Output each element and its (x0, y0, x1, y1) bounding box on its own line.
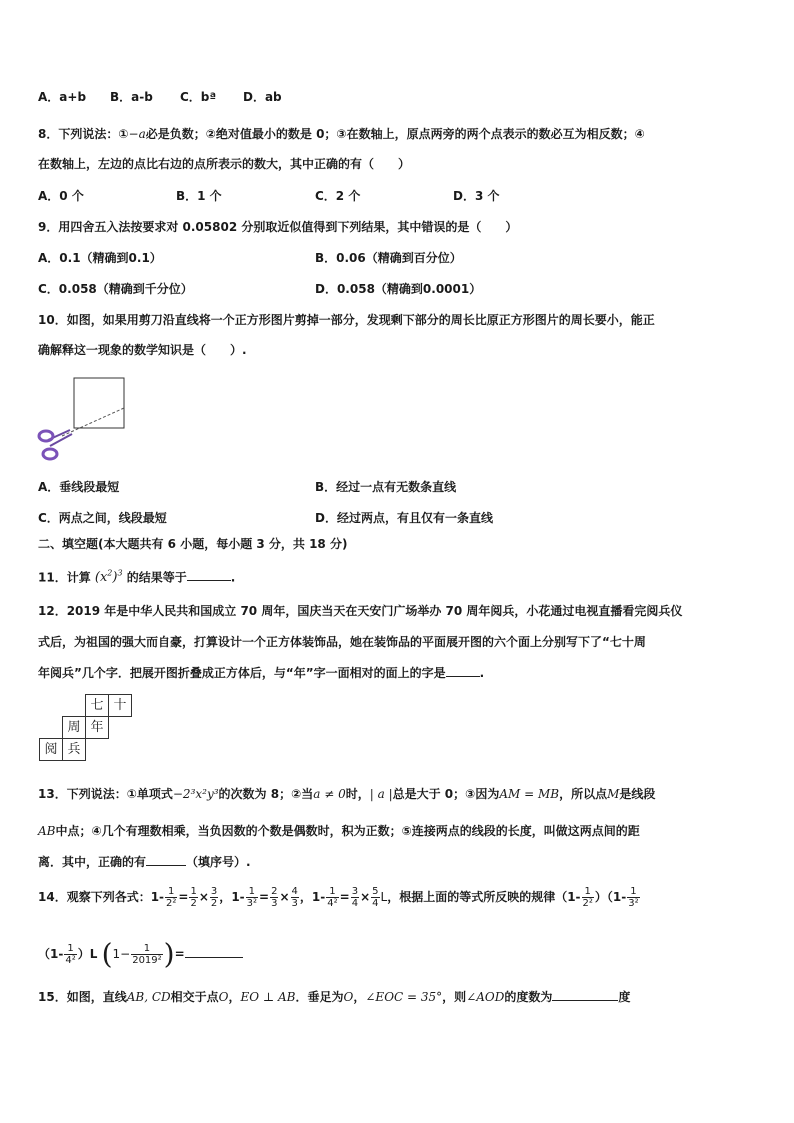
q14-tail-frac-2: $\frac{1}{\text{3²}}$ (628, 886, 639, 909)
q11-line (38, 565, 235, 587)
q11-prefix: 11．计算 (38, 570, 91, 585)
q15-part-c: ．垂足为 (295, 990, 344, 1004)
q10-option-a: A．垂线段最短 (38, 480, 120, 494)
q14-right-paren: ) (163, 937, 175, 971)
net-cell-nian: 年 (85, 716, 109, 739)
q11-suffix: 的结果等于 (126, 570, 187, 585)
q8-option-a: A．0 个 (38, 189, 84, 203)
q14-comma-1: ， (219, 890, 232, 904)
q7-option-a: A．a+b (38, 90, 87, 104)
q15-lines: AB, CD (126, 990, 171, 1004)
q14-line-2 (38, 934, 243, 974)
q7-option-d: D．ab (243, 90, 282, 104)
q14-line-2-prefix: （1- (38, 947, 64, 961)
q15-unit: 度 (618, 990, 631, 1004)
q11-answer-blank (187, 568, 231, 581)
q8-option-b: B．1 个 (176, 189, 222, 203)
q13-condition: a ≠ 0 (313, 787, 346, 801)
q14-one-minus-2: 1- (231, 890, 245, 904)
q13-line-3-text: 离．其中，正确的有 (38, 855, 147, 869)
q14-frac-e: $\frac{3}{4}$ (351, 886, 359, 909)
q9-option-b: B．0.06（精确到百分位） (315, 251, 462, 265)
q13-part-c: 时， (345, 787, 370, 801)
q12-line-2: 式后，为祖国的强大而自豪，打算设计一个正方体装饰品，她在装饰品的平面展开图的六个面上分别写下了“七十周 (38, 635, 646, 649)
q14-frac-1-over-4sq: $\frac{1}{\text{4²}}$ (327, 886, 338, 909)
q13-point-m: M (607, 787, 620, 801)
q13-part-e: ，所以点 (559, 787, 608, 801)
q11-end: . (230, 570, 236, 585)
q14-frac-a: $\frac{1}{2}$ (190, 886, 197, 909)
q14-one-minus-3: 1- (311, 890, 326, 904)
q14-frac-1-over-3sq: $\frac{1}{\text{3²}}$ (246, 886, 258, 909)
q14-tail: ，根据上面的等式所反映的规律（1- (387, 890, 581, 904)
q10-line-1: 10．如图，如果用剪刀沿直线将一个正方形图片剪掉一部分，发现剩下部分的周长比原正方形图片的周长要小，能正 (38, 313, 655, 327)
q12-line-1: 12．2019 年是中华人民共和国成立 70 周年，国庆当天在天安门广场举办 70 周年阅兵，小花通过电视直播看完阅兵仪 (38, 604, 683, 618)
square-shape (74, 378, 124, 428)
q14-frac-f: $\frac{5}{4}$ (372, 886, 379, 909)
q14-eq-final: = (174, 947, 185, 961)
cut-line (62, 408, 124, 436)
q15-point-o-2: O (343, 990, 354, 1004)
q14-line-1 (38, 880, 641, 914)
q9-option-c: C．0.058（精确到千分位） (38, 282, 193, 296)
net-cell-zhou: 周 (62, 716, 86, 739)
q13-line-1 (38, 785, 655, 803)
q15-part-b: 相交于点 (170, 990, 219, 1004)
q14-prefix: 14．观察下列各式： (38, 890, 151, 904)
q10-option-b: B．经过一点有无数条直线 (315, 480, 457, 494)
q13-abs: | a | (369, 787, 393, 801)
q15-part-e: 的度数为 (504, 990, 553, 1004)
q14-tail-frac-1: $\frac{1}{\text{2²}}$ (582, 886, 593, 909)
q14-times-3: × (360, 890, 371, 904)
q12-line-3 (38, 664, 484, 682)
q13-part-d: 总是大于 0；③因为 (392, 787, 500, 801)
q15-answer-blank (552, 988, 618, 1001)
q12-line-3-end: . (479, 666, 485, 680)
q15-comma-1: ， (228, 990, 241, 1004)
q13-line-3-end: （填序号）. (186, 855, 251, 869)
q14-tail-mid: ）（1- (594, 890, 627, 904)
q15-part-a: 15．如图，直线 (38, 990, 127, 1004)
q14-eq-3: = (339, 890, 350, 904)
q15-point-o: O (218, 990, 229, 1004)
q12-answer-blank (446, 664, 480, 677)
q15-angle-eoc: ∠EOC = 35° (365, 990, 443, 1004)
q14-frac-c: $\frac{2}{3}$ (271, 886, 278, 909)
scissors-icon (39, 430, 72, 459)
q15-perp: EO ⊥ AB (240, 990, 296, 1004)
q8-option-c: C．2 个 (315, 189, 361, 203)
q8-prefix: 8．下列说法：① (38, 127, 129, 141)
q14-comma-2: ， (299, 890, 312, 904)
q14-line-2-frac-4sq: $\frac{1}{\text{4²}}$ (65, 943, 76, 966)
q8-line-1 (38, 125, 645, 143)
q9-option-a: A．0.1（精确到0.1） (38, 251, 162, 265)
q14-times-2: × (279, 890, 290, 904)
q9-stem: 9．用四舍五入法按要求对 0.05802 分别取近似值得到下列结果，其中错误的是（ ） (38, 220, 518, 234)
q13-answer-blank (146, 853, 186, 866)
q11-expression: $(x^2)^3$ (94, 569, 123, 586)
q14-frac-b: $\frac{3}{2}$ (210, 886, 218, 909)
q7-option-c: C．bª (180, 90, 217, 104)
q8-line-2: 在数轴上，左边的点比右边的点所表示的数大，其中正确的有（ ） (38, 157, 411, 171)
q15-part-d: ，则 (442, 990, 467, 1004)
q14-eq-1: = (178, 890, 189, 904)
q14-ellipsis: L (380, 890, 388, 904)
q10-option-d: D．经过两点，有且仅有一条直线 (315, 511, 493, 525)
q14-frac-d: $\frac{4}{3}$ (291, 886, 298, 909)
q7-option-b: B．a-b (110, 90, 153, 104)
q13-line-2 (38, 822, 640, 840)
q14-line-2-close: ）L (77, 947, 98, 961)
q14-one-minus-1: 1- (150, 890, 165, 904)
scissors-square-figure (36, 374, 136, 466)
q13-equation: AM = MB (499, 787, 560, 801)
q13-line-3 (38, 853, 251, 871)
q10-line-2: 确解释这一现象的数学知识是（ ）. (38, 343, 247, 357)
q14-frac-1-over-2sq: $\frac{1}{\text{2²}}$ (166, 886, 177, 909)
net-cell-bing: 兵 (62, 738, 86, 761)
q9-option-d: D．0.058（精确到0.0001） (315, 282, 482, 296)
q13-part-f: 是线段 (619, 787, 656, 801)
q13-part-a: 13．下列说法：①单项式 (38, 787, 173, 801)
q12-line-3-text: 年阅兵”几个字．把展开图折叠成正方体后，与“年”字一面相对的面上的字是 (38, 666, 446, 680)
q13-monomial: −2³x²y³ (172, 787, 219, 801)
q13-segment-ab: AB (38, 824, 56, 838)
q15-line (38, 988, 630, 1006)
q10-option-c: C．两点之间，线段最短 (38, 511, 167, 525)
q8-option-d: D．3 个 (453, 189, 500, 203)
q14-eq-2: = (259, 890, 270, 904)
q14-left-paren: ( (101, 937, 113, 971)
q13-line-2-text: 中点；④几个有理数相乘，当负因数的个数是偶数时，积为正数；⑤连接两点的线段的长度，叫做这两点间的距 (55, 824, 640, 838)
q14-times-1: × (198, 890, 209, 904)
q15-angle-aod: ∠AOD (466, 990, 505, 1004)
section-heading: 二、填空题(本大题共有 6 小题，每小题 3 分，共 18 分) (38, 537, 348, 551)
net-cell-yue: 阅 (39, 738, 63, 761)
q15-comma-2: ， (353, 990, 366, 1004)
q8-var: −a (128, 127, 146, 141)
net-cell-qi: 七 (85, 694, 109, 717)
q8-rest: 必是负数；②绝对值最小的数是 0；③在数轴上，原点两旁的两个点表示的数必互为相反数；④ (145, 127, 645, 141)
net-cell-shi: 十 (108, 694, 132, 717)
q14-answer-blank (185, 945, 243, 958)
q14-inner: 1− (112, 947, 131, 961)
q14-frac-2019sq: $\frac{1}{\text{2019²}}$ (132, 943, 162, 966)
q13-part-b: 的次数为 8；②当 (218, 787, 314, 801)
